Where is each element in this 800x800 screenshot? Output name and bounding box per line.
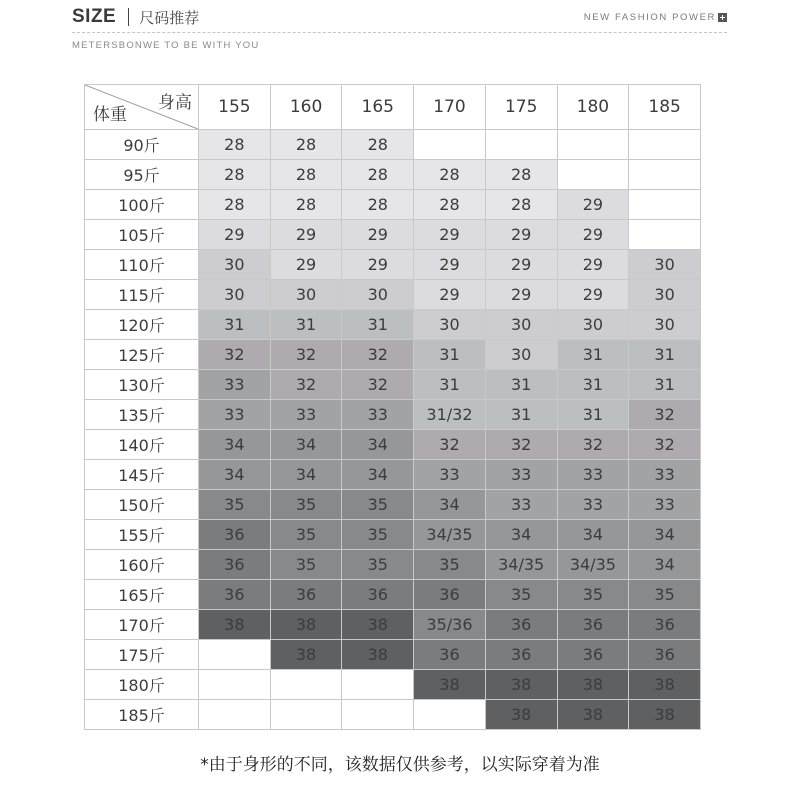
size-cell: 34 xyxy=(270,460,342,490)
size-cell xyxy=(629,130,701,160)
size-cell: 36 xyxy=(485,610,557,640)
table-row xyxy=(85,460,701,490)
table-row xyxy=(85,130,701,160)
size-cell xyxy=(270,670,342,700)
size-cell xyxy=(414,130,486,160)
size-cell: 33 xyxy=(414,460,486,490)
height-header-cell: 160 xyxy=(270,85,342,130)
size-cell: 38 xyxy=(270,610,342,640)
size-cell: 34 xyxy=(557,520,629,550)
size-cell: 32 xyxy=(414,430,486,460)
size-cell: 36 xyxy=(199,580,271,610)
height-header-cell: 165 xyxy=(342,85,414,130)
size-cell: 32 xyxy=(199,340,271,370)
size-cell: 33 xyxy=(557,460,629,490)
size-cell: 28 xyxy=(270,160,342,190)
size-cell: 34 xyxy=(629,520,701,550)
weight-label-cell: 135斤 xyxy=(85,400,199,430)
table-row xyxy=(85,580,701,610)
size-cell: 35/36 xyxy=(414,610,486,640)
size-cell: 33 xyxy=(629,490,701,520)
size-cell: 35 xyxy=(270,520,342,550)
size-cell: 35 xyxy=(414,550,486,580)
weight-label-cell: 95斤 xyxy=(85,160,199,190)
size-cell: 35 xyxy=(342,520,414,550)
size-cell: 38 xyxy=(629,700,701,730)
weight-label-cell: 180斤 xyxy=(85,670,199,700)
size-cell: 28 xyxy=(414,160,486,190)
size-cell: 35 xyxy=(270,490,342,520)
size-cell: 30 xyxy=(557,310,629,340)
size-cell: 32 xyxy=(342,370,414,400)
size-table-body xyxy=(85,85,701,730)
height-header-cell: 175 xyxy=(485,85,557,130)
size-cell xyxy=(557,130,629,160)
weight-label-cell: 90斤 xyxy=(85,130,199,160)
size-cell: 28 xyxy=(199,160,271,190)
table-row xyxy=(85,670,701,700)
weight-label-cell: 160斤 xyxy=(85,550,199,580)
brand-text: NEW FASHION POWER xyxy=(583,12,716,23)
size-cell: 34/35 xyxy=(485,550,557,580)
table-row xyxy=(85,700,701,730)
size-cell: 36 xyxy=(270,580,342,610)
weight-label-cell: 140斤 xyxy=(85,430,199,460)
table-corner xyxy=(85,85,199,130)
size-cell: 34/35 xyxy=(557,550,629,580)
size-cell: 33 xyxy=(270,400,342,430)
size-cell: 31 xyxy=(342,310,414,340)
size-cell: 28 xyxy=(270,130,342,160)
size-cell xyxy=(557,160,629,190)
size-cell: 31 xyxy=(270,310,342,340)
size-cell: 33 xyxy=(629,460,701,490)
size-cell: 35 xyxy=(557,580,629,610)
table-row xyxy=(85,190,701,220)
size-cell: 29 xyxy=(270,250,342,280)
size-cell: 38 xyxy=(199,610,271,640)
table-row xyxy=(85,430,701,460)
corner-weight-label: 体重 xyxy=(93,105,127,125)
height-header-cell: 185 xyxy=(629,85,701,130)
size-cell: 29 xyxy=(414,250,486,280)
size-cell: 34 xyxy=(342,430,414,460)
weight-label-cell: 105斤 xyxy=(85,220,199,250)
size-cell: 35 xyxy=(629,580,701,610)
size-cell: 36 xyxy=(342,580,414,610)
size-cell: 32 xyxy=(270,370,342,400)
size-cell: 28 xyxy=(342,130,414,160)
size-cell: 38 xyxy=(485,670,557,700)
height-header-cell: 180 xyxy=(557,85,629,130)
size-cell: 34 xyxy=(629,550,701,580)
table-row xyxy=(85,340,701,370)
size-cell: 30 xyxy=(270,280,342,310)
header-subtitle: 尺码推荐 xyxy=(139,8,200,27)
size-cell: 30 xyxy=(629,250,701,280)
size-cell: 28 xyxy=(270,190,342,220)
size-cell xyxy=(199,700,271,730)
tagline: METERSBONWE TO BE WITH YOU xyxy=(72,40,260,51)
size-cell: 34/35 xyxy=(414,520,486,550)
size-cell: 36 xyxy=(199,520,271,550)
size-cell xyxy=(199,640,271,670)
table-row xyxy=(85,310,701,340)
size-cell: 32 xyxy=(485,430,557,460)
height-header-row xyxy=(85,85,701,130)
table-row xyxy=(85,220,701,250)
weight-label-cell: 185斤 xyxy=(85,700,199,730)
weight-label-cell: 155斤 xyxy=(85,520,199,550)
weight-label-cell: 175斤 xyxy=(85,640,199,670)
size-cell: 29 xyxy=(414,280,486,310)
table-row xyxy=(85,610,701,640)
size-cell: 38 xyxy=(342,640,414,670)
table-row xyxy=(85,400,701,430)
size-cell xyxy=(629,220,701,250)
size-cell: 30 xyxy=(342,280,414,310)
size-cell xyxy=(342,700,414,730)
dashed-divider xyxy=(72,32,727,33)
size-cell: 38 xyxy=(629,670,701,700)
size-cell: 34 xyxy=(199,430,271,460)
size-cell xyxy=(629,190,701,220)
header-divider xyxy=(128,8,129,26)
size-cell: 31 xyxy=(414,340,486,370)
size-cell: 36 xyxy=(557,640,629,670)
size-cell: 31 xyxy=(557,340,629,370)
size-cell: 38 xyxy=(342,610,414,640)
header xyxy=(72,6,199,28)
size-cell: 38 xyxy=(557,670,629,700)
size-cell: 36 xyxy=(485,640,557,670)
size-table xyxy=(84,84,701,730)
size-cell: 31 xyxy=(557,370,629,400)
weight-label-cell: 100斤 xyxy=(85,190,199,220)
weight-label-cell: 145斤 xyxy=(85,460,199,490)
size-cell: 30 xyxy=(199,250,271,280)
weight-label-cell: 120斤 xyxy=(85,310,199,340)
size-cell: 30 xyxy=(629,310,701,340)
size-cell: 33 xyxy=(485,490,557,520)
size-cell: 32 xyxy=(557,430,629,460)
size-cell: 31 xyxy=(557,400,629,430)
size-cell: 29 xyxy=(199,220,271,250)
size-cell: 31 xyxy=(485,370,557,400)
size-cell: 29 xyxy=(557,280,629,310)
table-row xyxy=(85,490,701,520)
size-cell: 29 xyxy=(557,250,629,280)
size-cell: 36 xyxy=(199,550,271,580)
table-row xyxy=(85,640,701,670)
size-cell: 30 xyxy=(199,280,271,310)
size-cell: 34 xyxy=(270,430,342,460)
size-cell xyxy=(270,700,342,730)
size-cell: 38 xyxy=(270,640,342,670)
brand xyxy=(584,12,727,23)
size-cell: 31 xyxy=(414,370,486,400)
size-cell: 29 xyxy=(414,220,486,250)
height-header-cell: 170 xyxy=(414,85,486,130)
size-cell: 34 xyxy=(342,460,414,490)
size-cell: 36 xyxy=(414,580,486,610)
size-cell: 29 xyxy=(270,220,342,250)
size-cell: 32 xyxy=(629,430,701,460)
size-cell: 30 xyxy=(485,340,557,370)
size-cell: 33 xyxy=(557,490,629,520)
size-cell: 30 xyxy=(414,310,486,340)
size-cell: 29 xyxy=(557,190,629,220)
table-row xyxy=(85,520,701,550)
size-cell: 31 xyxy=(485,400,557,430)
weight-label-cell: 115斤 xyxy=(85,280,199,310)
size-cell: 28 xyxy=(485,190,557,220)
size-cell: 33 xyxy=(199,400,271,430)
weight-label-cell: 150斤 xyxy=(85,490,199,520)
size-cell: 35 xyxy=(342,550,414,580)
size-cell: 28 xyxy=(199,130,271,160)
size-cell: 31 xyxy=(629,340,701,370)
size-cell: 28 xyxy=(342,190,414,220)
weight-label-cell: 110斤 xyxy=(85,250,199,280)
weight-label-cell: 170斤 xyxy=(85,610,199,640)
size-cell: 36 xyxy=(414,640,486,670)
size-cell: 34 xyxy=(485,520,557,550)
size-cell xyxy=(485,130,557,160)
size-cell: 30 xyxy=(485,310,557,340)
corner-height-label: 身高 xyxy=(158,93,192,113)
size-cell: 38 xyxy=(557,700,629,730)
size-cell: 35 xyxy=(199,490,271,520)
size-cell: 29 xyxy=(485,250,557,280)
size-cell: 38 xyxy=(485,700,557,730)
size-cell: 33 xyxy=(485,460,557,490)
size-cell: 38 xyxy=(414,670,486,700)
size-cell: 28 xyxy=(414,190,486,220)
size-cell: 29 xyxy=(485,280,557,310)
size-cell: 32 xyxy=(270,340,342,370)
table-row xyxy=(85,280,701,310)
size-cell: 28 xyxy=(199,190,271,220)
table-row xyxy=(85,160,701,190)
size-cell: 31 xyxy=(199,310,271,340)
size-cell: 35 xyxy=(270,550,342,580)
weight-label-cell: 130斤 xyxy=(85,370,199,400)
size-cell: 32 xyxy=(629,400,701,430)
size-cell xyxy=(199,670,271,700)
size-cell xyxy=(342,670,414,700)
table-row xyxy=(85,370,701,400)
size-cell: 31 xyxy=(629,370,701,400)
size-cell: 29 xyxy=(342,250,414,280)
size-cell: 33 xyxy=(199,370,271,400)
size-cell: 36 xyxy=(557,610,629,640)
size-cell xyxy=(629,160,701,190)
weight-label-cell: 125斤 xyxy=(85,340,199,370)
size-cell: 32 xyxy=(342,340,414,370)
size-cell: 36 xyxy=(629,640,701,670)
size-cell: 28 xyxy=(342,160,414,190)
size-cell: 35 xyxy=(342,490,414,520)
size-cell: 33 xyxy=(342,400,414,430)
size-cell: 30 xyxy=(629,280,701,310)
footnote: *由于身形的不同，该数据仅供参考，以实际穿着为准 xyxy=(200,755,600,775)
size-cell xyxy=(414,700,486,730)
table-row xyxy=(85,250,701,280)
weight-label-cell: 165斤 xyxy=(85,580,199,610)
size-cell: 29 xyxy=(342,220,414,250)
size-cell: 36 xyxy=(629,610,701,640)
size-cell: 28 xyxy=(485,160,557,190)
height-header-cell: 155 xyxy=(199,85,271,130)
header-title: SIZE xyxy=(72,6,117,27)
size-cell: 34 xyxy=(414,490,486,520)
table-row xyxy=(85,550,701,580)
size-cell: 29 xyxy=(557,220,629,250)
size-cell: 29 xyxy=(485,220,557,250)
size-cell: 31/32 xyxy=(414,400,486,430)
size-cell: 35 xyxy=(485,580,557,610)
plus-box-icon xyxy=(718,13,727,22)
size-cell: 34 xyxy=(199,460,271,490)
